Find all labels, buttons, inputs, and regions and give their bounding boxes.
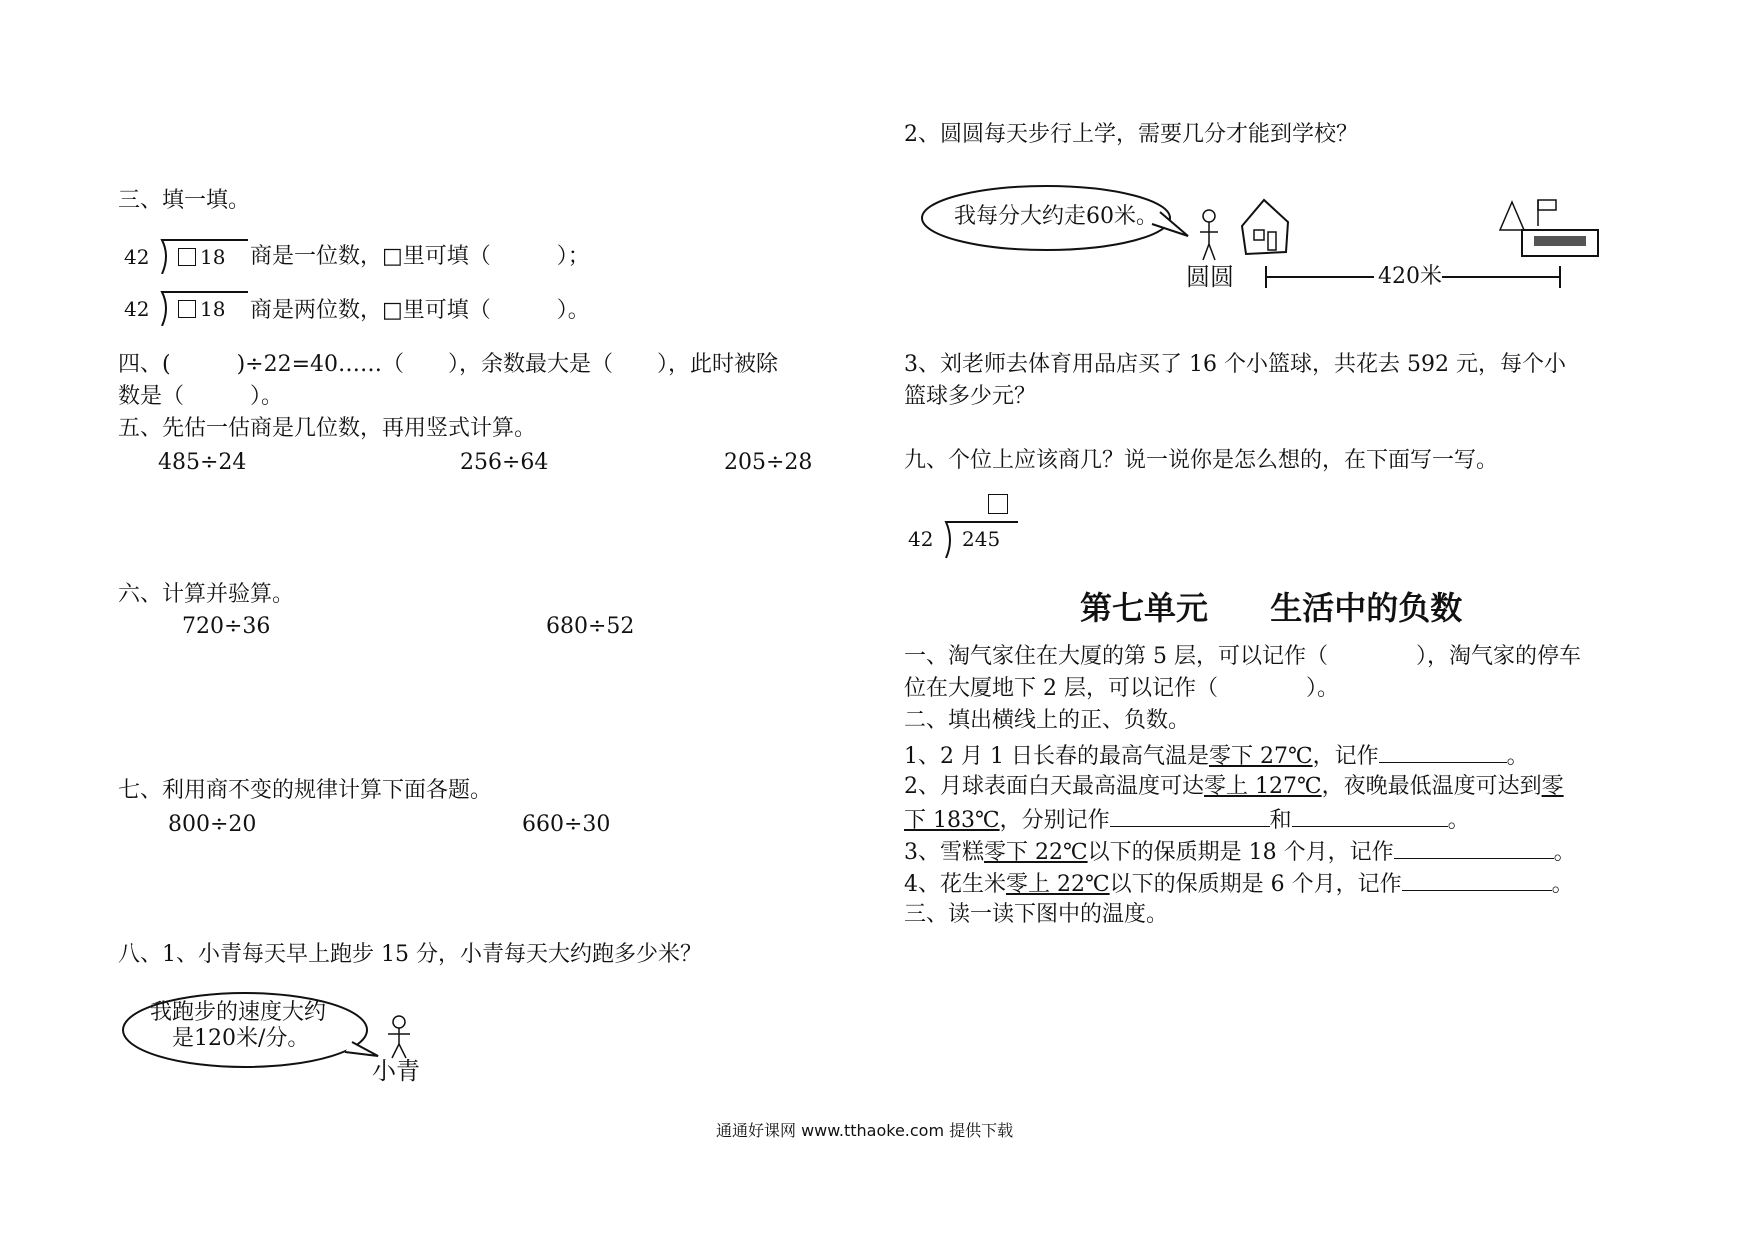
bubble-text: 我每分大约走60米。 [954, 204, 1158, 229]
problem: 720÷36 [182, 614, 271, 639]
problem: 800÷20 [168, 812, 257, 837]
section-6-title: 六、计算并验算。 [118, 582, 295, 607]
dividend: 18 [200, 297, 226, 321]
problem: 660÷30 [522, 812, 611, 837]
section-7-title: 七、利用商不变的规律计算下面各题。 [118, 778, 493, 803]
division-bracket-3 [908, 494, 1028, 560]
blank-square [178, 248, 196, 266]
unit7-s1-line1: 一、淘气家住在大厦的第 5 层，可以记作（ ），淘气家的停车 [904, 644, 1581, 669]
divisor: 42 [124, 297, 150, 321]
dividend: 245 [962, 527, 1001, 551]
problem: 680÷52 [546, 614, 635, 639]
text: 。 [1506, 744, 1529, 769]
text: 。 [1551, 872, 1574, 897]
text: 4、花生米 [904, 872, 1006, 897]
bubble-text: 我跑步的速度大约 [150, 1000, 327, 1025]
footer-credit: 通通好课网 www.tthaoke.com 提供下载 [716, 1121, 1014, 1140]
section-4-line1: 四、( )÷22=40……（ ），余数最大是（ ），此时被除 [118, 352, 779, 377]
q3-line2: 篮球多少元？ [904, 384, 1037, 409]
text: 。 [1447, 808, 1470, 833]
character-name: 小青 [372, 1057, 420, 1085]
text: 以下的保质期是 18 个月，记作 [1087, 840, 1394, 865]
text: 以下的保质期是 6 个月，记作 [1109, 872, 1402, 897]
section-9-title: 九、个位上应该商几？说一说你是怎么想的，在下面写一写。 [904, 448, 1499, 473]
speech-bubble [920, 184, 1190, 254]
text: 1、2 月 1 日长春的最高气温是 [904, 744, 1209, 769]
section-3-title: 三、填一填。 [118, 188, 251, 213]
unit7-s2-title: 二、填出横线上的正、负数。 [904, 708, 1191, 733]
unit7-item-1 [904, 740, 1529, 772]
school-icon [1492, 196, 1602, 262]
section-3-q1-text: 商是一位数，□里可填（ ）； [250, 244, 590, 269]
girl-figure-icon [1194, 208, 1224, 264]
unit7-item-3 [904, 836, 1576, 868]
answer-blank[interactable] [1402, 868, 1552, 891]
underlined-text: 零下 22℃ [984, 840, 1088, 865]
unit-title-b: 生活中的负数 [1270, 589, 1463, 627]
unit7-s3-title: 三、读一读下图中的温度。 [904, 902, 1169, 927]
blank-square [178, 300, 196, 318]
answer-blank[interactable] [1394, 836, 1554, 859]
blank-square [988, 494, 1008, 514]
problem: 485÷24 [158, 450, 247, 475]
underlined-text: 下 183℃ [904, 808, 1000, 833]
section-8-q1: 八、1、小青每天早上跑步 15 分，小青每天大约跑多少米？ [118, 942, 702, 967]
character-name: 圆圆 [1186, 263, 1234, 291]
underlined-text: 零下 27℃ [1208, 744, 1313, 769]
divisor: 42 [124, 245, 150, 269]
unit-title-a: 第七单元 [1080, 589, 1209, 627]
divisor: 42 [908, 527, 934, 551]
text: 2、月球表面白天最高温度可达 [904, 774, 1204, 799]
q3-line1: 3、刘老师去体育用品店买了 16 个小篮球，共花去 592 元，每个小 [904, 352, 1566, 377]
unit7-item-2-line2 [904, 804, 1470, 836]
answer-blank[interactable] [1110, 804, 1270, 827]
distance-label: 420米 [1378, 264, 1442, 289]
section-3-q2-text: 商是两位数，□里可填（ ）。 [250, 298, 590, 323]
text: 3、雪糕 [904, 840, 984, 865]
problem: 256÷64 [460, 450, 549, 475]
q2-text: 2、圆圆每天步行上学，需要几分才能到学校？ [904, 122, 1358, 147]
text: ，夜晚最低温度可达到 [1321, 774, 1542, 799]
answer-blank[interactable] [1379, 740, 1507, 763]
answer-blank[interactable] [1292, 804, 1448, 827]
girl-figure-icon [384, 1014, 414, 1060]
division-bracket-2 [118, 290, 258, 326]
house-icon [1236, 196, 1294, 258]
speech-bubble [120, 990, 370, 1070]
text: ，分别记作 [999, 808, 1110, 833]
text: 和 [1269, 808, 1292, 833]
section-4-line2: 数是（ ）。 [118, 384, 284, 409]
text: 。 [1553, 840, 1576, 865]
section-5-title: 五、先估一估商是几位数，再用竖式计算。 [118, 416, 537, 441]
dividend: 18 [200, 245, 226, 269]
unit7-item-4 [904, 868, 1574, 900]
unit-title [1080, 588, 1462, 628]
bubble-text: 是120米/分。 [172, 1026, 310, 1051]
problem: 205÷28 [724, 450, 813, 475]
underlined-text: 零 [1541, 774, 1564, 799]
unit7-s1-line2: 位在大厦地下 2 层，可以记作（ ）。 [904, 676, 1339, 701]
underlined-text: 零上 127℃ [1204, 774, 1322, 799]
underlined-text: 零上 22℃ [1006, 872, 1110, 897]
unit7-item-2-line1 [904, 772, 1564, 802]
division-bracket-1 [118, 238, 258, 274]
text: ，记作 [1312, 744, 1379, 769]
